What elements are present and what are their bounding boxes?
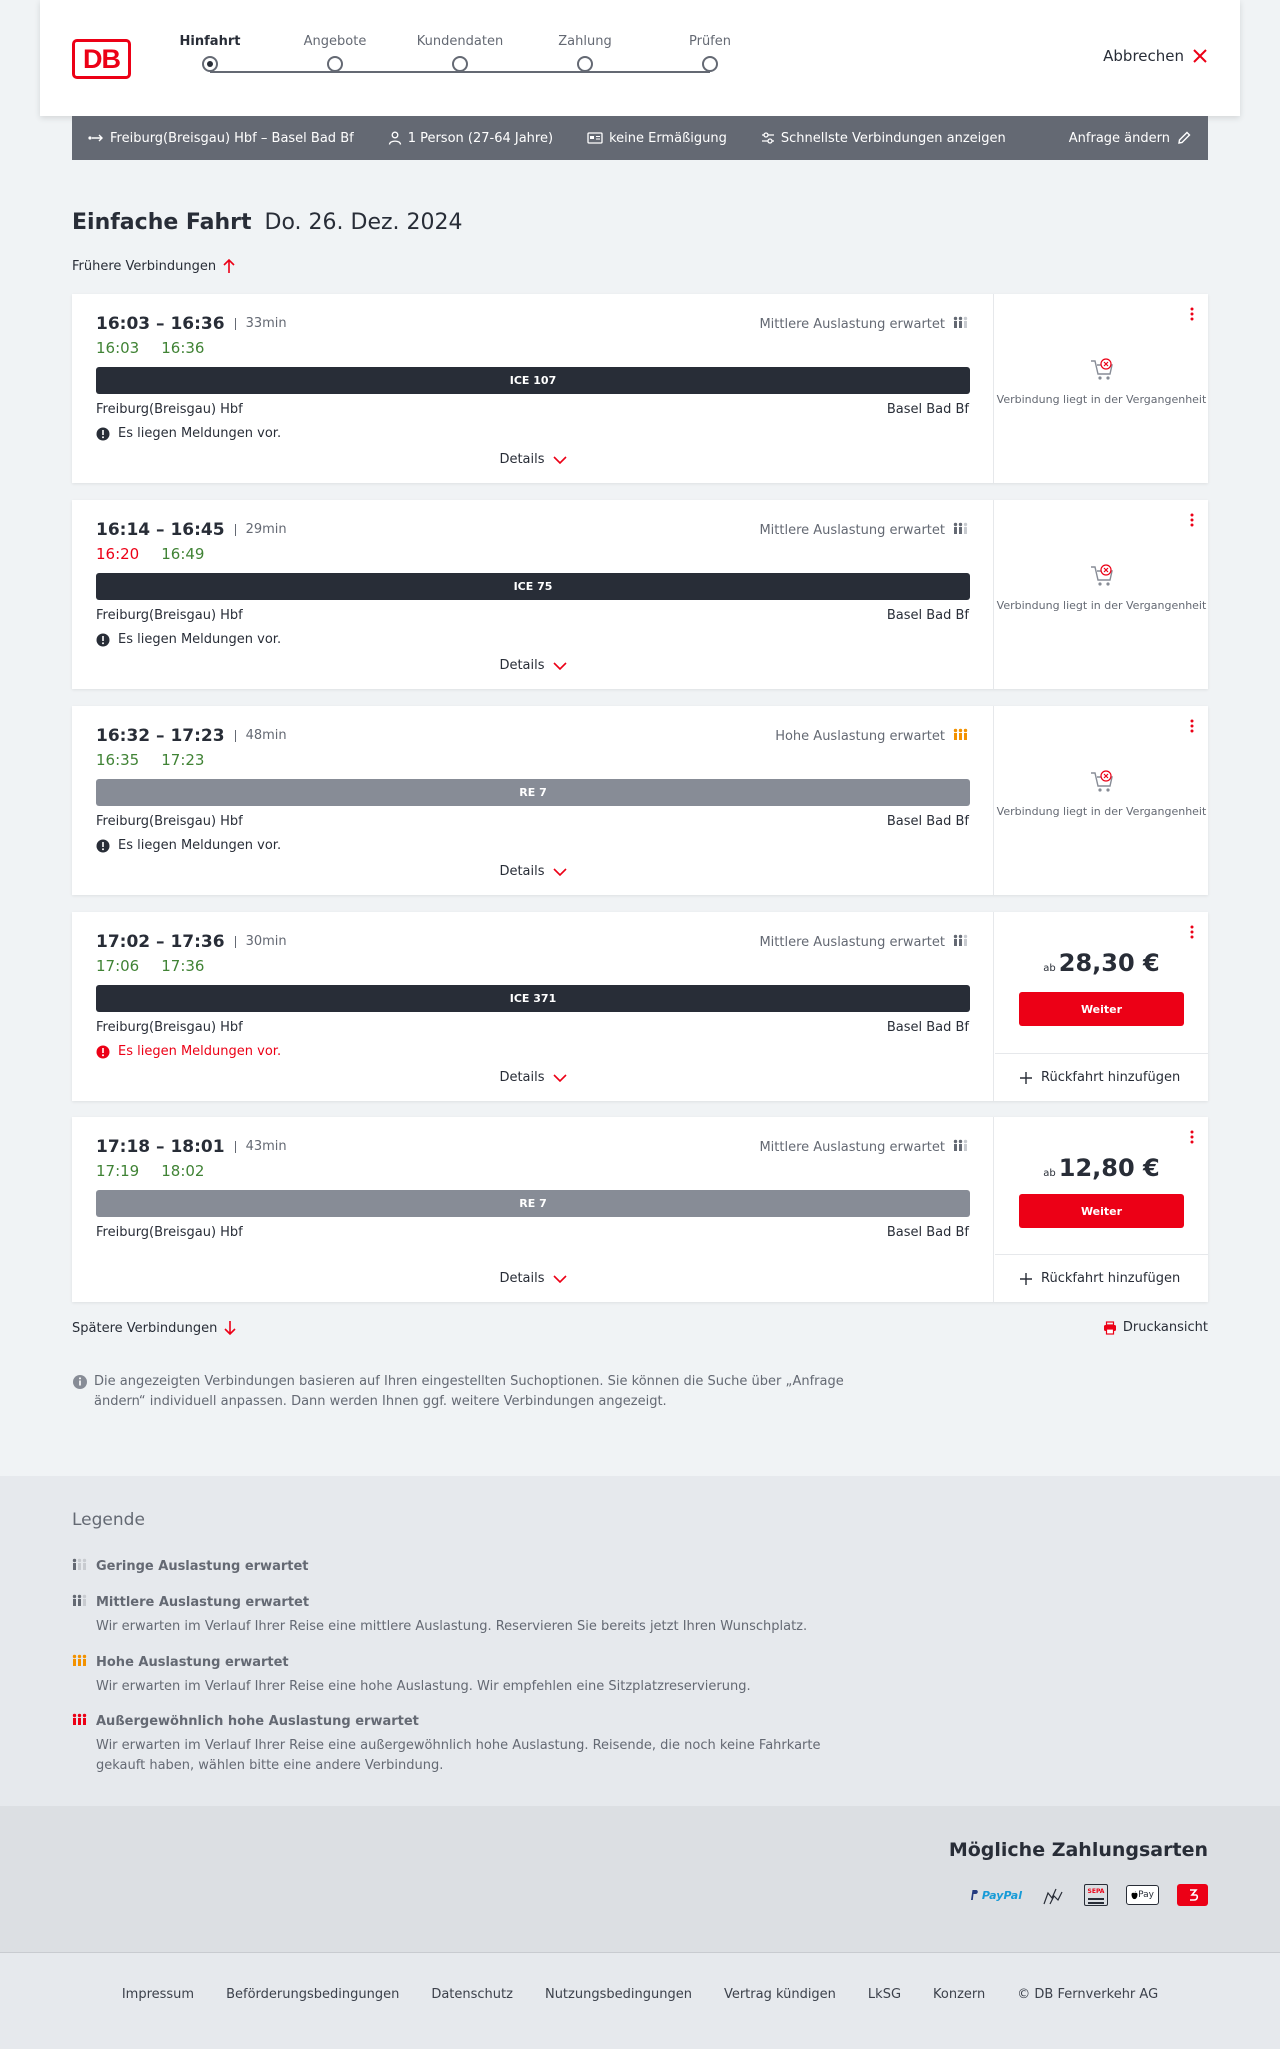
connection-main xyxy=(72,294,994,483)
utilization-icon xyxy=(953,728,969,744)
realtime-departure: 17:06 xyxy=(96,957,140,975)
continue-button[interactable] xyxy=(1019,1194,1184,1228)
scheduled-times xyxy=(96,314,287,334)
print-label: Druckansicht xyxy=(1122,1320,1208,1335)
realtime-times xyxy=(96,751,204,769)
medium-utilization-icon xyxy=(72,1594,88,1610)
db-logo[interactable]: DB xyxy=(72,39,131,79)
add-return-label: Rückfahrt hinzufügen xyxy=(1041,1271,1181,1286)
payment-methods-section xyxy=(0,1806,1280,1952)
realtime-departure: 17:19 xyxy=(96,1162,140,1180)
legend-item-desc: Wir erwarten im Verlauf Ihrer Reise eine mittlere Auslastung. Reservieren Sie bereits jetzt Ihren Wunschplatz. xyxy=(96,1619,808,1634)
scheduled-times-text: 16:32 – 17:23 xyxy=(96,726,225,746)
arrow-up-icon xyxy=(222,258,236,274)
footer-link-datenschutz[interactable]: Datenschutz xyxy=(431,1987,513,2002)
step-angebote: Angebote xyxy=(275,34,395,72)
add-return-trip-button[interactable] xyxy=(995,1254,1208,1302)
print-view-link[interactable] xyxy=(1103,1320,1208,1335)
continue-label: Weiter xyxy=(1080,1002,1123,1016)
utilization-info[interactable] xyxy=(759,1139,969,1155)
utilization-icon xyxy=(953,522,969,538)
footer-link-nutzungsbedingungen[interactable]: Nutzungsbedingungen xyxy=(544,1987,692,2002)
trip-type: Einfache Fahrt xyxy=(72,210,252,235)
search-options-note xyxy=(72,1372,852,1412)
later-connections-link[interactable] xyxy=(72,1320,237,1336)
chevron-down-icon xyxy=(553,456,567,464)
earlier-connections-link[interactable] xyxy=(72,258,236,274)
legend-item-high xyxy=(72,1654,856,1697)
bahncard-pay-icon xyxy=(1177,1884,1208,1906)
connection-card[interactable] xyxy=(72,500,1208,689)
edit-request-label: Anfrage ändern xyxy=(1068,130,1170,146)
connection-main xyxy=(72,912,994,1101)
realtime-arrival: 17:36 xyxy=(161,957,205,975)
price-prefix: ab xyxy=(1043,963,1056,974)
details-toggle[interactable] xyxy=(72,658,994,673)
realtime-arrival: 17:23 xyxy=(161,751,205,769)
price-value: 28,30 € xyxy=(1058,949,1160,977)
paypal-icon xyxy=(969,1889,1022,1902)
chevron-down-icon xyxy=(553,1275,567,1283)
departure-station: Freiburg(Breisgau) Hbf xyxy=(96,1020,243,1035)
more-options-icon[interactable] xyxy=(1190,1130,1194,1144)
step-zahlung: Zahlung xyxy=(525,34,645,72)
cancel-label: Abbrechen xyxy=(1103,47,1184,65)
realtime-arrival: 18:02 xyxy=(161,1162,205,1180)
plus-icon xyxy=(1019,1272,1033,1286)
sepa-icon xyxy=(1084,1884,1108,1906)
train-bar[interactable] xyxy=(96,779,970,806)
arrival-station: Basel Bad Bf xyxy=(886,1020,969,1035)
search-summary-bar xyxy=(72,116,1208,160)
legend-item-title: Geringe Auslastung erwartet xyxy=(96,1558,309,1574)
past-connection-text: Verbindung liegt in der Vergangenheit xyxy=(996,805,1207,818)
service-message[interactable] xyxy=(96,426,281,441)
scheduled-times xyxy=(96,520,287,540)
service-message[interactable] xyxy=(96,1044,281,1059)
passenger-label: 1 Person (27-64 Jahre) xyxy=(407,130,554,146)
details-label: Details xyxy=(499,1271,545,1286)
train-name: ICE 75 xyxy=(513,580,553,593)
details-label: Details xyxy=(499,452,545,467)
utilization-info[interactable] xyxy=(775,728,969,744)
person-icon xyxy=(388,131,402,145)
add-return-trip-button[interactable] xyxy=(995,1053,1208,1101)
price-value: 12,80 € xyxy=(1058,1154,1160,1182)
apple-pay-label: Pay xyxy=(1138,1890,1154,1900)
realtime-arrival: 16:49 xyxy=(161,545,205,563)
footer-link-impressum[interactable]: Impressum xyxy=(121,1987,195,2002)
later-label: Spätere Verbindungen xyxy=(72,1320,218,1336)
sepa-label: SEPA xyxy=(1087,1888,1105,1895)
realtime-times xyxy=(96,545,204,563)
connection-main xyxy=(72,706,994,895)
chevron-down-icon xyxy=(553,868,567,876)
cart-unavailable-icon xyxy=(1089,562,1115,588)
close-icon xyxy=(1192,48,1208,64)
scheduled-times-text: 17:18 – 18:01 xyxy=(96,1137,225,1157)
route-label: Freiburg(Breisgau) Hbf – Basel Bad Bf xyxy=(110,130,354,146)
realtime-departure: 16:35 xyxy=(96,751,140,769)
arrival-station: Basel Bad Bf xyxy=(886,814,969,829)
duration: 43min xyxy=(235,1141,287,1153)
more-options-icon[interactable] xyxy=(1190,719,1194,733)
step-dot xyxy=(702,56,718,72)
alert-icon xyxy=(96,427,110,441)
low-utilization-icon xyxy=(72,1558,88,1574)
progress-stepper xyxy=(179,34,731,84)
step-dot xyxy=(452,56,468,72)
arrival-station: Basel Bad Bf xyxy=(886,402,969,417)
train-bar[interactable] xyxy=(96,573,970,600)
scheduled-times xyxy=(96,1137,287,1157)
price-prefix: ab xyxy=(1043,1168,1056,1179)
footer-link-konzern[interactable]: Konzern xyxy=(933,1987,986,2002)
service-message-text: Es liegen Meldungen vor. xyxy=(118,1044,282,1059)
step-hinfahrt: Hinfahrt xyxy=(150,34,270,72)
very-high-utilization-icon xyxy=(72,1713,88,1729)
add-return-label: Rückfahrt hinzufügen xyxy=(1041,1070,1181,1085)
header xyxy=(40,0,1240,116)
legend-item-title: Außergewöhnlich hohe Auslastung erwartet xyxy=(96,1713,419,1729)
realtime-arrival: 16:36 xyxy=(161,339,205,357)
continue-button[interactable] xyxy=(1019,992,1184,1026)
utilization-info[interactable] xyxy=(759,934,969,950)
service-message-text: Es liegen Meldungen vor. xyxy=(118,632,282,647)
offer-panel xyxy=(995,500,1208,689)
scheduled-times-text: 16:03 – 16:36 xyxy=(96,314,225,334)
cancel-button[interactable] xyxy=(1103,47,1208,65)
fastest-connections-toggle[interactable] xyxy=(761,131,1006,146)
service-message-text: Es liegen Meldungen vor. xyxy=(118,838,282,853)
past-connection-notice xyxy=(995,562,1208,613)
high-utilization-icon xyxy=(72,1654,88,1670)
continue-label: Weiter xyxy=(1080,1204,1123,1218)
departure-station: Freiburg(Breisgau) Hbf xyxy=(96,402,243,417)
past-connection-text: Verbindung liegt in der Vergangenheit xyxy=(996,599,1207,612)
connection-card[interactable] xyxy=(72,912,1208,1101)
cart-unavailable-icon xyxy=(1089,356,1115,382)
travel-date: Do. 26. Dez. 2024 xyxy=(264,210,463,235)
duration: 33min xyxy=(235,318,287,330)
scheduled-times xyxy=(96,932,287,952)
scheduled-times-text: 17:02 – 17:36 xyxy=(96,932,225,952)
legend-item-medium xyxy=(72,1594,856,1637)
realtime-times xyxy=(96,1162,204,1180)
offer-panel xyxy=(995,912,1208,1101)
details-label: Details xyxy=(499,658,545,673)
cart-unavailable-icon xyxy=(1089,768,1115,794)
step-dot xyxy=(202,56,218,72)
details-toggle[interactable] xyxy=(72,1070,994,1085)
payment-title: Mögliche Zahlungsarten xyxy=(948,1839,1208,1861)
paypal-label: PayPal xyxy=(981,1888,1022,1902)
price xyxy=(995,949,1208,977)
utilization-text: Mittlere Auslastung erwartet xyxy=(759,1139,945,1155)
legend-title: Legende xyxy=(72,1510,145,1530)
pencil-icon xyxy=(1176,130,1192,146)
details-toggle[interactable] xyxy=(72,864,994,879)
fastest-label: Schnellste Verbindungen anzeigen xyxy=(780,130,1006,146)
utilization-text: Mittlere Auslastung erwartet xyxy=(759,316,945,332)
service-message[interactable] xyxy=(96,632,281,647)
step-dot xyxy=(327,56,343,72)
train-bar[interactable] xyxy=(96,985,970,1012)
discount-summary[interactable] xyxy=(587,131,727,146)
utilization-text: Mittlere Auslastung erwartet xyxy=(759,522,945,538)
duration: 48min xyxy=(235,730,287,742)
train-name: ICE 371 xyxy=(509,992,557,1005)
passenger-summary[interactable] xyxy=(388,131,553,146)
card-icon xyxy=(587,132,603,144)
plus-icon xyxy=(1019,1071,1033,1085)
departure-station: Freiburg(Breisgau) Hbf xyxy=(96,608,243,623)
apple-pay-icon xyxy=(1126,1885,1159,1905)
realtime-times xyxy=(96,957,204,975)
legend-item-title: Mittlere Auslastung erwartet xyxy=(96,1594,310,1610)
legend-section xyxy=(0,1476,1280,1806)
utilization-icon xyxy=(953,316,969,332)
more-options-icon[interactable] xyxy=(1190,925,1194,939)
details-toggle[interactable] xyxy=(72,1271,994,1286)
service-message[interactable] xyxy=(96,838,281,853)
chevron-down-icon xyxy=(553,662,567,670)
past-connection-text: Verbindung liegt in der Vergangenheit xyxy=(996,393,1207,406)
price xyxy=(995,1154,1208,1182)
duration: 30min xyxy=(235,936,287,948)
legend-item-very-high xyxy=(72,1713,856,1776)
alert-icon xyxy=(96,839,110,853)
connection-main xyxy=(72,1117,994,1302)
footer-link-befoerderungsbedingungen[interactable]: Beförderungsbedingungen xyxy=(226,1987,400,2002)
utilization-text: Hohe Auslastung erwartet xyxy=(775,728,945,744)
utilization-text: Mittlere Auslastung erwartet xyxy=(759,934,945,950)
earlier-label: Frühere Verbindungen xyxy=(72,258,217,274)
details-toggle[interactable] xyxy=(72,452,994,467)
printer-icon xyxy=(1103,1321,1117,1335)
arrival-station: Basel Bad Bf xyxy=(886,608,969,623)
page-title xyxy=(72,210,463,235)
train-name: ICE 107 xyxy=(509,374,557,387)
departure-station: Freiburg(Breisgau) Hbf xyxy=(96,1225,243,1240)
more-options-icon[interactable] xyxy=(1190,513,1194,527)
connection-card[interactable] xyxy=(72,294,1208,483)
chevron-down-icon xyxy=(553,1074,567,1082)
train-bar[interactable] xyxy=(96,367,970,394)
past-connection-notice xyxy=(995,768,1208,819)
legend-item-low xyxy=(72,1558,309,1574)
utilization-info[interactable] xyxy=(759,522,969,538)
footer-link-lksg[interactable]: LkSG xyxy=(867,1987,902,2002)
realtime-times xyxy=(96,339,204,357)
scheduled-times-text: 16:14 – 16:45 xyxy=(96,520,225,540)
offer-panel xyxy=(995,706,1208,895)
utilization-icon xyxy=(953,934,969,950)
details-label: Details xyxy=(499,1070,545,1085)
filter-sliders-icon xyxy=(761,132,775,144)
realtime-departure: 16:03 xyxy=(96,339,140,357)
connection-main xyxy=(72,500,994,689)
departure-station: Freiburg(Breisgau) Hbf xyxy=(96,814,243,829)
route-summary[interactable] xyxy=(88,131,354,146)
past-connection-notice xyxy=(995,356,1208,407)
arrow-down-icon xyxy=(223,1320,237,1336)
arrow-right-icon xyxy=(88,133,104,143)
legend-item-desc: Wir erwarten im Verlauf Ihrer Reise eine außergewöhnlich hohe Auslastung. Reisende, die noch keine Fahrkarte gekauft haben, wählen bitte eine andere Verbindung. xyxy=(96,1738,821,1773)
arrival-station: Basel Bad Bf xyxy=(886,1225,969,1240)
footer xyxy=(0,1952,1280,2049)
duration: 29min xyxy=(235,524,287,536)
step-kundendaten: Kundendaten xyxy=(400,34,520,72)
train-bar[interactable] xyxy=(96,1190,970,1217)
details-label: Details xyxy=(499,864,545,879)
utilization-icon xyxy=(953,1139,969,1155)
footer-copyright: © DB Fernverkehr AG xyxy=(1017,1987,1159,2002)
train-name: RE 7 xyxy=(519,1197,547,1210)
legend-item-title: Hohe Auslastung erwartet xyxy=(96,1654,289,1670)
alert-icon xyxy=(96,633,110,647)
direct-debit-icon xyxy=(1040,1884,1066,1906)
note-text: Die angezeigten Verbindungen basieren auf Ihren eingestellten Suchoptionen. Sie können die Suche über „Anfrage ändern“ individuell anpassen. Dann werden Ihnen ggf. weitere Verbindungen angezeigt. xyxy=(94,1374,844,1409)
realtime-departure: 16:20 xyxy=(96,545,140,563)
step-dot xyxy=(577,56,593,72)
offer-panel xyxy=(995,1117,1208,1302)
more-options-icon[interactable] xyxy=(1190,307,1194,321)
legend-item-desc: Wir erwarten im Verlauf Ihrer Reise eine hohe Auslastung. Wir empfehlen eine Sitzplatzreservierung. xyxy=(96,1679,751,1694)
connection-card[interactable] xyxy=(72,706,1208,895)
train-name: RE 7 xyxy=(519,786,547,799)
utilization-info[interactable] xyxy=(759,316,969,332)
offer-panel xyxy=(995,294,1208,483)
scheduled-times xyxy=(96,726,287,746)
connection-card[interactable] xyxy=(72,1117,1208,1302)
edit-request-button[interactable] xyxy=(1069,130,1192,146)
service-message-text: Es liegen Meldungen vor. xyxy=(118,426,282,441)
alert-icon xyxy=(96,1045,110,1059)
info-icon xyxy=(72,1374,88,1390)
footer-link-vertrag-kuendigen[interactable]: Vertrag kündigen xyxy=(723,1987,836,2002)
step-pruefen: Prüfen xyxy=(650,34,770,72)
discount-label: keine Ermäßigung xyxy=(609,130,727,146)
